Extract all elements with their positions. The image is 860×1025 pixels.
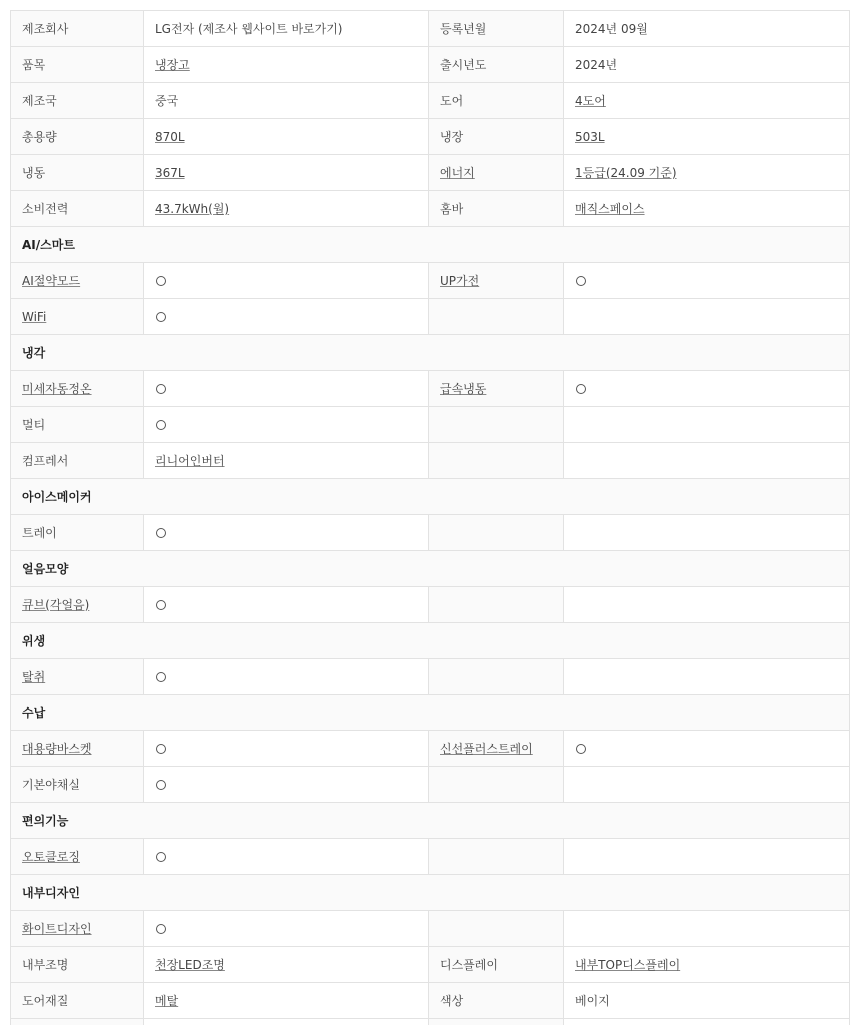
- empty-cell: [429, 443, 564, 479]
- spec-label: 총용량: [11, 119, 144, 155]
- spec-value: 중국: [144, 83, 429, 119]
- spec-value: [564, 191, 850, 227]
- energy-link[interactable]: 1등급(24.09 기준): [575, 166, 677, 180]
- ai-saving-mode-link[interactable]: AI절약모드: [22, 274, 80, 288]
- spec-row: [11, 155, 850, 191]
- spec-row: [11, 371, 850, 407]
- spec-row: [11, 839, 850, 875]
- spec-label: 디스플레이: [429, 947, 564, 983]
- total-capacity-link[interactable]: 870L: [155, 130, 185, 144]
- section-header: [11, 479, 850, 515]
- spec-label: [11, 299, 144, 335]
- door-link[interactable]: 4도어: [575, 94, 606, 108]
- home-bar-link[interactable]: 매직스페이스: [575, 202, 645, 216]
- spec-row: [11, 263, 850, 299]
- spec-value: [144, 155, 429, 191]
- spec-row: [11, 983, 850, 1019]
- supported-mark: [156, 924, 166, 934]
- section-header: [11, 695, 850, 731]
- spec-label: [429, 731, 564, 767]
- empty-cell: [564, 407, 850, 443]
- spec-label: [429, 155, 564, 191]
- spec-label: [11, 731, 144, 767]
- spec-label: 소비전력: [11, 191, 144, 227]
- spec-value: [144, 839, 429, 875]
- section-title-icemaker: 아이스메이커: [11, 479, 850, 515]
- spec-label: [11, 263, 144, 299]
- spec-row: [11, 299, 850, 335]
- spec-value: [144, 47, 429, 83]
- spec-value: [144, 911, 429, 947]
- spec-label: [11, 587, 144, 623]
- section-title-cooling: 냉각: [11, 335, 850, 371]
- spec-label: [11, 911, 144, 947]
- spec-row: [11, 767, 850, 803]
- spec-value: [144, 443, 429, 479]
- supported-mark: [156, 420, 166, 430]
- supported-mark: [156, 672, 166, 682]
- spec-row: [11, 47, 850, 83]
- empty-cell: [564, 839, 850, 875]
- display-link[interactable]: 내부TOP디스플레이: [575, 958, 680, 972]
- supported-mark: [576, 744, 586, 754]
- spec-label: [11, 659, 144, 695]
- spec-value: [144, 191, 429, 227]
- door-material-link[interactable]: 메탈: [155, 994, 178, 1008]
- supported-mark: [156, 528, 166, 538]
- auto-closing-link[interactable]: 오토클로징: [22, 850, 80, 864]
- spec-label: 색상: [429, 983, 564, 1019]
- spec-value: [564, 731, 850, 767]
- spec-value: [144, 659, 429, 695]
- section-header: [11, 551, 850, 587]
- power-link[interactable]: 43.7kWh(월): [155, 202, 229, 216]
- supported-mark: [156, 744, 166, 754]
- spec-value: [144, 371, 429, 407]
- spec-row: [11, 119, 850, 155]
- spec-label: [429, 263, 564, 299]
- deodorize-link[interactable]: 탈취: [22, 670, 45, 684]
- energy-label-link[interactable]: 에너지: [440, 166, 475, 180]
- category-link[interactable]: 냉장고: [155, 58, 190, 72]
- supported-mark: [156, 384, 166, 394]
- spec-value: 2024년 09월: [564, 11, 850, 47]
- spec-row: [11, 659, 850, 695]
- spec-label: 컴프레서: [11, 443, 144, 479]
- spec-row: [11, 11, 850, 47]
- spec-value: [144, 731, 429, 767]
- empty-cell: [564, 911, 850, 947]
- fridge-capacity-link[interactable]: 503L: [575, 130, 605, 144]
- empty-cell: [429, 407, 564, 443]
- section-header: [11, 623, 850, 659]
- supported-mark: [156, 600, 166, 610]
- spec-value: [144, 119, 429, 155]
- spec-value: [564, 263, 850, 299]
- spec-value: [144, 767, 429, 803]
- spec-label: 도어재질: [11, 983, 144, 1019]
- empty-cell: [429, 767, 564, 803]
- empty-cell: [564, 443, 850, 479]
- dust-temp-link[interactable]: 미세자동정온: [22, 382, 92, 396]
- empty-cell: [429, 839, 564, 875]
- spec-label: [11, 371, 144, 407]
- up-appliance-link[interactable]: UP가전: [440, 274, 479, 288]
- empty-cell: [564, 515, 850, 551]
- section-title-interior: 내부디자인: [11, 875, 850, 911]
- compressor-link[interactable]: 리니어인버터: [155, 454, 225, 468]
- spec-row: [11, 443, 850, 479]
- section-header: [11, 227, 850, 263]
- spec-row: [11, 407, 850, 443]
- spec-label: 도어: [429, 83, 564, 119]
- spec-label: 기본야채실: [11, 767, 144, 803]
- supported-mark: [156, 312, 166, 322]
- spec-label: 품목: [11, 47, 144, 83]
- supported-mark: [156, 852, 166, 862]
- section-header: [11, 875, 850, 911]
- section-header: [11, 335, 850, 371]
- spec-value: 2024년: [564, 47, 850, 83]
- empty-cell: [564, 587, 850, 623]
- section-title-ai-smart: AI/스마트: [11, 227, 850, 263]
- spec-label: [429, 371, 564, 407]
- empty-cell: [564, 659, 850, 695]
- spec-value: [564, 155, 850, 191]
- supported-mark: [576, 276, 586, 286]
- spec-value: [144, 983, 429, 1019]
- spec-row: [11, 83, 850, 119]
- wifi-link[interactable]: WiFi: [22, 310, 46, 324]
- spec-label: 제조국: [11, 83, 144, 119]
- spec-value: [144, 11, 429, 47]
- freezer-capacity-link[interactable]: 367L: [155, 166, 185, 180]
- quick-freeze-link[interactable]: 급속냉동: [440, 382, 486, 396]
- empty-cell: [429, 659, 564, 695]
- spec-row: [11, 911, 850, 947]
- empty-cell: [564, 767, 850, 803]
- spec-label: 냉동: [11, 155, 144, 191]
- lighting-link[interactable]: 천장LED조명: [155, 958, 225, 972]
- spec-value: [564, 947, 850, 983]
- spec-row: [11, 947, 850, 983]
- large-basket-link[interactable]: 대용량바스켓: [22, 742, 92, 756]
- section-title-ice-shape: 얼음모양: [11, 551, 850, 587]
- fresh-tray-link[interactable]: 신선플러스트레이: [440, 742, 533, 756]
- spec-label: 제조회사: [11, 11, 144, 47]
- empty-cell: [564, 299, 850, 335]
- supported-mark: [576, 384, 586, 394]
- supported-mark: [156, 780, 166, 790]
- spec-value: [144, 947, 429, 983]
- spec-label: [11, 839, 144, 875]
- spec-value: [144, 515, 429, 551]
- empty-cell: [429, 299, 564, 335]
- spec-label: 내부조명: [11, 947, 144, 983]
- section-title-hygiene: 위생: [11, 623, 850, 659]
- spec-row: [11, 191, 850, 227]
- empty-cell: [429, 911, 564, 947]
- spec-value: 베이지: [564, 983, 850, 1019]
- empty-cell: [429, 515, 564, 551]
- spec-label: 멀티: [11, 407, 144, 443]
- spec-label: 홈바: [429, 191, 564, 227]
- supported-mark: [156, 276, 166, 286]
- cube-link[interactable]: 큐브(각얼음): [22, 598, 89, 612]
- spec-label: 트레이: [11, 515, 144, 551]
- manufacturer-site-link[interactable]: LG전자 (제조사 웹사이트 바로가기): [155, 22, 343, 36]
- empty-cell: [429, 587, 564, 623]
- spec-row: [11, 515, 850, 551]
- spec-table: [10, 10, 850, 1025]
- spec-label: 등록년월: [429, 11, 564, 47]
- spec-value: [144, 587, 429, 623]
- spec-row: [11, 731, 850, 767]
- spec-value: [564, 371, 850, 407]
- spec-value: [564, 83, 850, 119]
- white-design-link[interactable]: 화이트디자인: [22, 922, 92, 936]
- spec-label: 출시년도: [429, 47, 564, 83]
- spec-value: [144, 299, 429, 335]
- section-title-storage: 수납: [11, 695, 850, 731]
- spec-value: [144, 407, 429, 443]
- spec-value: [564, 119, 850, 155]
- section-title-convenience: 편의기능: [11, 803, 850, 839]
- spec-label: 냉장: [429, 119, 564, 155]
- section-header: [11, 803, 850, 839]
- spec-value: [144, 263, 429, 299]
- spec-row: [11, 587, 850, 623]
